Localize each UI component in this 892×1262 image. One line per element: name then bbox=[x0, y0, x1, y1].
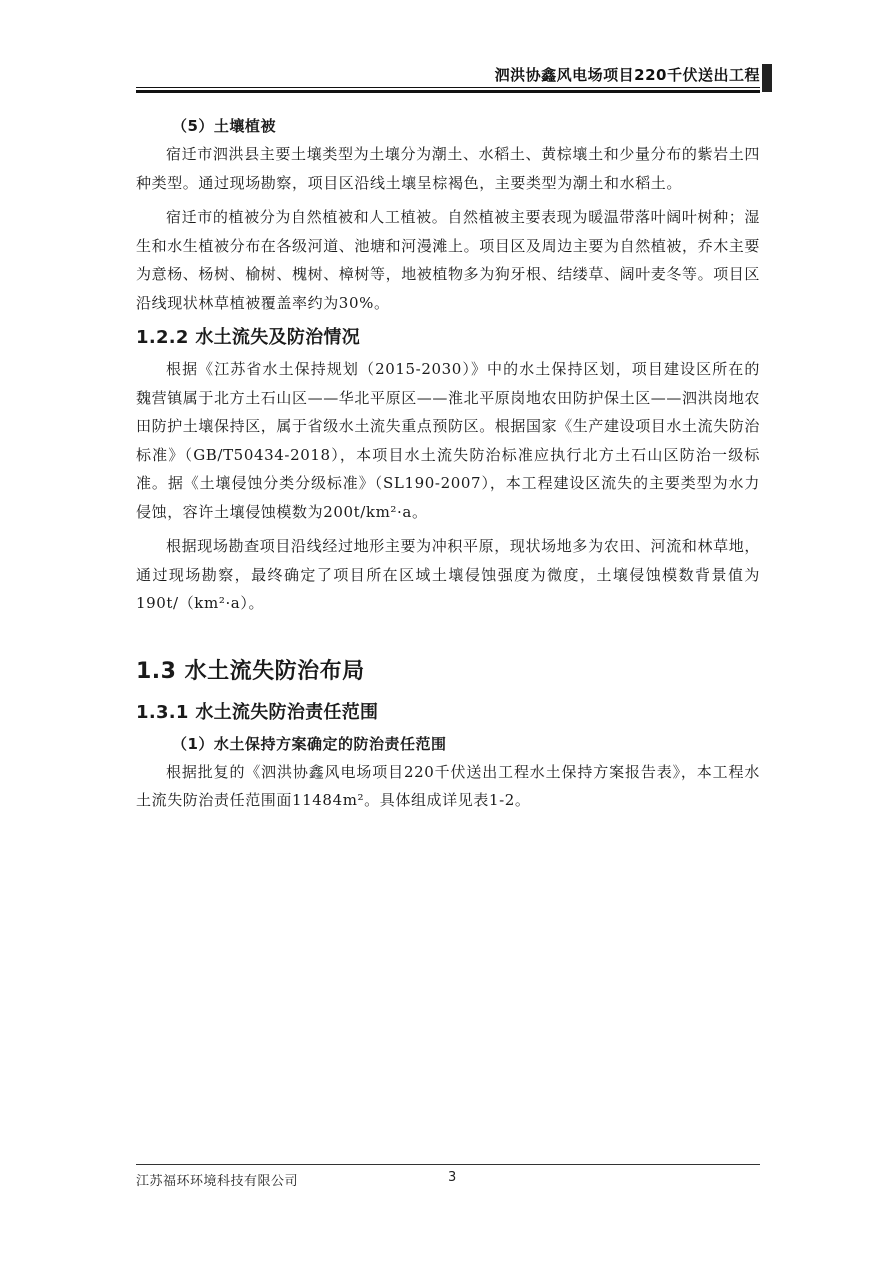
soil-paragraph: 宿迁市泗洪县主要土壤类型为土壤分为潮土、水稻土、黄棕壤土和少量分布的紫岩土四种类型。通过现场勘察，项目区沿线土壤呈棕褐色，主要类型为潮土和水稻土。 bbox=[136, 145, 760, 192]
erosion-background-paragraph: 根据现场勘查项目沿线经过地形主要为冲积平原，现状场地多为农田、河流和林草地，通过现场勘察，最终确定了项目所在区域土壤侵蚀强度为微度，土壤侵蚀模数背景值为190t/（km²·a）。 bbox=[136, 537, 760, 612]
header-rule bbox=[136, 87, 760, 88]
page-number: 3 bbox=[448, 1170, 457, 1185]
section-heading-1-2-2: 1.2.2 水土流失及防治情况 bbox=[136, 327, 361, 348]
section-heading-1-3: 1.3 水土流失防治布局 bbox=[136, 658, 365, 684]
soil-vegetation-heading: （5）土壤植被 bbox=[172, 117, 276, 135]
header-decor-block bbox=[762, 64, 772, 92]
footer-company: 江苏福环环境科技有限公司 bbox=[136, 1174, 299, 1189]
page-body bbox=[136, 112, 760, 821]
header-title: 泗洪协鑫风电场项目220千伏送出工程 bbox=[494, 66, 760, 84]
vegetation-paragraph: 宿迁市的植被分为自然植被和人工植被。自然植被主要表现为暖温带落叶阔叶树种；湿生和水生植被分布在各级河道、池塘和河漫滩上。项目区及周边主要为自然植被，乔木主要为意杨、杨树、榆树、槐树、樟树等，地被植物多为狗牙根、结缕草、阔叶麦冬等。项目区沿线现状林草植被覆盖率约为30%。 bbox=[136, 208, 761, 312]
header-rule-thick bbox=[136, 90, 760, 93]
responsibility-scope-paragraph: 根据批复的《泗洪协鑫风电场项目220千伏送出工程水土保持方案报告表》，本工程水土流失防治责任范围面11484m²。具体组成详见表1-2。 bbox=[136, 762, 760, 809]
erosion-zoning-paragraph: 根据《江苏省水土保持规划（2015-2030）》中的水土保持区划，项目建设区所在的魏营镇属于北方土石山区——华北平原区——淮北平原岗地农田防护保土区——泗洪岗地农田防护土壤保持区，属于省级水土流失重点预防区。根据国家《生产建设项目水土流失防治标准》（GB/T50434-2018），本项目水土流失防治标准应执行北方土石山区防治一级标准。据《土壤侵蚀分类分级标准》（SL190-2007），本工程建设区流失的主要类型为水力侵蚀，容许土壤侵蚀模数为200t/km²·a。 bbox=[136, 360, 761, 521]
responsibility-scope-heading: （1）水土保持方案确定的防治责任范围 bbox=[172, 734, 447, 753]
footer-rule bbox=[136, 1164, 760, 1165]
section-heading-1-3-1: 1.3.1 水土流失防治责任范围 bbox=[136, 701, 379, 723]
